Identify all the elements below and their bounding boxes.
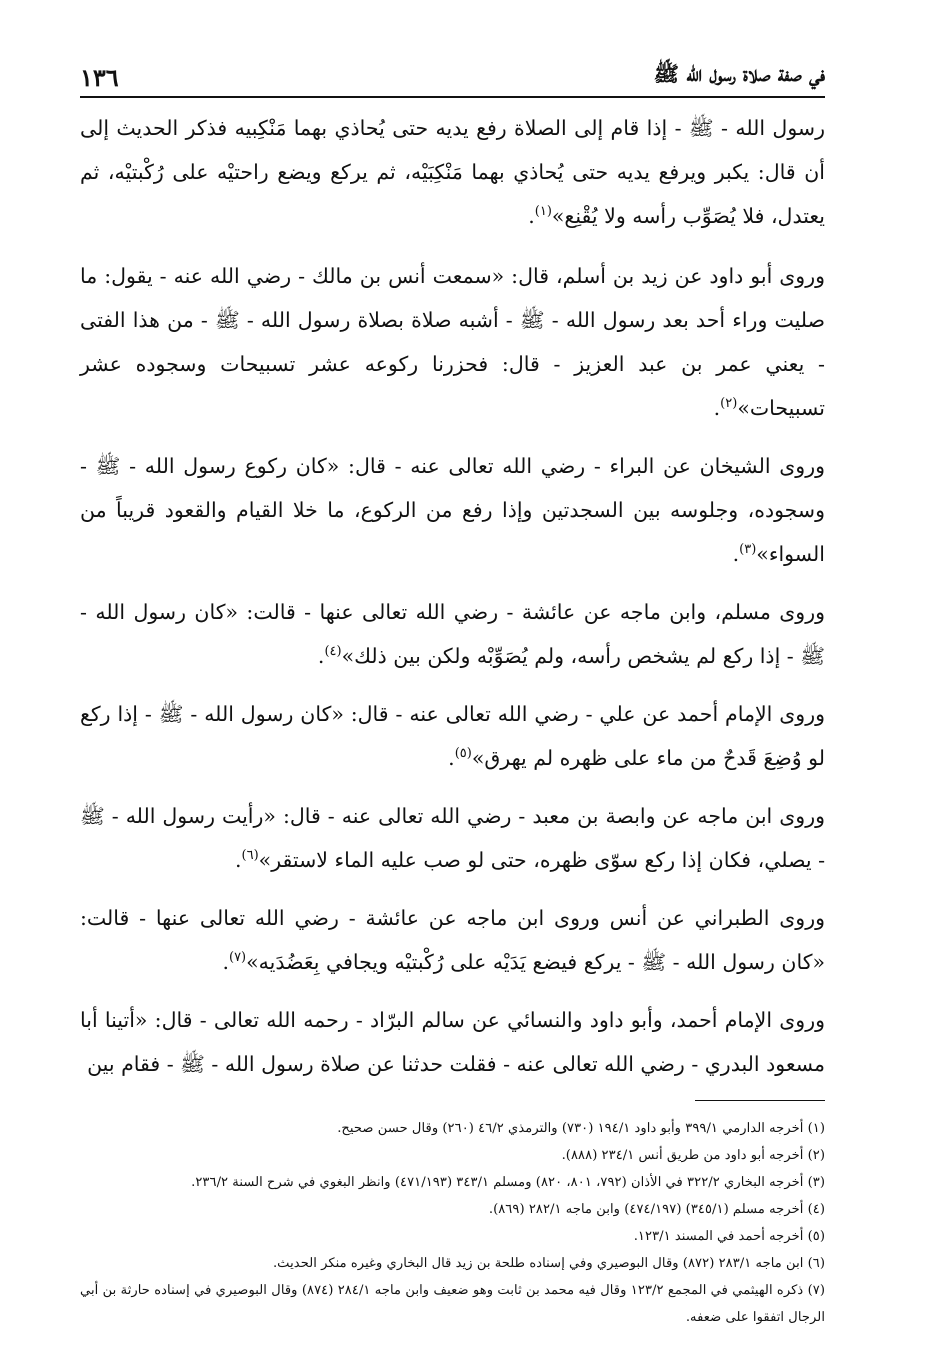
header-title: في صفة صلاة رسول الله ﷺ (653, 61, 825, 86)
paragraph-3: وروى الشيخان عن البراء - رضي الله تعالى عنه - قال: «كان ركوع رسول الله - ﷺ - وسجوده، وجلوسه بين السجدتين وإذا رفع من الركوع، ما خلا القيام والقعود قريباً من السواء»$^{(٣)}$. (80, 454, 825, 566)
footnote-ref-4: (٤) (324, 644, 342, 660)
paragraph-5-text: وروى الإمام أحمد عن علي - رضي الله تعالى عنه - قال: «كان رسول الله - ﷺ - إذا ركع لو وُضِعَ قَدحٌ من ماء على ظهره لم يهرق» (80, 702, 825, 770)
paragraph-7-text: وروى الطبراني عن أنس وروى ابن ماجه عن عائشة - رضي الله تعالى عنها - قالت: «كان رسول الله - ﷺ - يركع فيضع يَدَيْه على رُكْبتيْه ويجافي بِعَضُدَيه» (80, 906, 825, 974)
footnote-1: (١) أخرجه الدارمي ٣٩٩/١ وأبو داود ١٩٤/١ (٧٣٠) والترمذي ٤٦/٢ (٢٦٠) وقال حسن صحيح. (337, 1121, 825, 1136)
footnote-ref-2: (٢) (720, 396, 738, 412)
page-number: ١٣٦ (80, 63, 119, 92)
footnote-ref-5: (٥) (454, 746, 472, 762)
book-page (80, 58, 825, 1348)
footnote-ref-6: (٦) (241, 848, 259, 864)
footnote-ref-3: (٣) (739, 542, 757, 558)
paragraph-1-text: رسول الله - ﷺ - إذا قام إلى الصلاة رفع يديه حتى يُحاذي بهما مَنْكِبيه فذكر الحديث إلى أن قال: يكبر ويرفع يديه حتى يُحاذي بهما مَنْكِبَيْه، ثم يركع ويضع راحتيْه على رُكْبتيْه، ثم يعتدل، فلا يُصَوِّب رأسه ولا يُقْنِع» (80, 116, 825, 228)
paragraph-8 (80, 998, 825, 1086)
footnote-5: (٥) أخرجه أحمد في المسند ١٢٣/١. (633, 1229, 825, 1244)
paragraph-6-text: وروى ابن ماجه عن وابصة بن معبد - رضي الله تعالى عنه - قال: «رأيت رسول الله - ﷺ - يصلي، فكان إذا ركع سوّى ظهره، حتى لو صب عليه الماء لاستقر» (80, 804, 825, 872)
body-text (80, 106, 825, 1086)
footnote-7: (٧) ذكره الهيثمي في المجمع ١٢٣/٢ وقال فيه محمد بن ثابت وهو ضعيف وابن ماجه ٢٨٤/١ (٨٧٤) وقال البوصيري في إسناده حارثة بن أبي الرجال اتفقوا على ضعفه. (80, 1283, 825, 1325)
paragraph-7: وروى الطبراني عن أنس وروى ابن ماجه عن عائشة - رضي الله تعالى عنها - قالت: «كان رسول الله - ﷺ - يركع فيضع يَدَيْه على رُكْبتيْه ويجافي بِعَضُدَيه»$^{(٧)}$. (80, 906, 825, 974)
paragraph-1: رسول الله - ﷺ - إذا قام إلى الصلاة رفع يديه حتى يُحاذي بهما مَنْكِبيه فذكر الحديث إلى أن قال: يكبر ويرفع يديه حتى يُحاذي بهما مَنْكِبَيْه، ثم يركع ويضع راحتيْه على رُكْبتيْه، ثم يعتدل، فلا يُصَوِّب رأسه ولا يُقْنِع»$^{(١)}$. (80, 116, 825, 228)
footnote-6: (٦) ابن ماجه ٢٨٣/١ (٨٧٢) وقال البوصيري وفي إسناده طلحة بن زيد قال البخاري وغيره منكر الحديث. (272, 1256, 825, 1271)
paragraph-4: وروى مسلم، وابن ماجه عن عائشة - رضي الله تعالى عنها - قالت: «كان رسول الله - ﷺ - إذا ركع لم يشخص رأسه، ولم يُصَوِّبْه ولكن بين ذلك»$^{(٤)}$. (80, 600, 825, 668)
paragraph-2-text: وروى أبو داود عن زيد بن أسلم، قال: «سمعت أنس بن مالك - رضي الله عنه - يقول: ما صليت وراء أحد بعد رسول الله - ﷺ - أشبه صلاة بصلاة رسول الله - ﷺ - من هذا الفتى - يعني عمر بن عبد العزيز - قال: فحزرنا ركوعه عشر تسبيحات وسجوده عشر تسبيحات» (80, 264, 825, 420)
footnote-3: (٣) أخرجه البخاري ٣٢٢/٢ في الأذان (٧٩٢، ٨٠١، ٨٢٠) ومسلم ٣٤٣/١ (٤٧١/١٩٣) وانظر البغوي في شرح السنة ٢٣٦/٢. (191, 1175, 825, 1190)
paragraph-2: وروى أبو داود عن زيد بن أسلم، قال: «سمعت أنس بن مالك - رضي الله عنه - يقول: ما صليت وراء أحد بعد رسول الله - ﷺ - أشبه صلاة بصلاة رسول الله - ﷺ - من هذا الفتى - يعني عمر بن عبد العزيز - قال: فحزرنا ركوعه عشر تسبيحات وسجوده عشر تسبيحات»$^{(٢)}$. (80, 264, 825, 420)
paragraph-3-text: وروى الشيخان عن البراء - رضي الله تعالى عنه - قال: «كان ركوع رسول الله - ﷺ - وسجوده، وجلوسه بين السجدتين وإذا رفع من الركوع، ما خلا القيام والقعود قريباً من السواء» (80, 454, 825, 566)
paragraph-8-text: وروى الإمام أحمد، وأبو داود والنسائي عن سالم البرّاد - رحمه الله تعالى - قال: «أتينا أبا مسعود البدري - رضي الله تعالى عنه - فقلت حدثنا عن صلاة رسول الله - ﷺ - فقام بين (80, 1008, 825, 1076)
footnote-divider (695, 1100, 825, 1101)
running-header (80, 58, 825, 98)
footnote-ref-7: (٧) (228, 950, 247, 966)
paragraph-5: وروى الإمام أحمد عن علي - رضي الله تعالى عنه - قال: «كان رسول الله - ﷺ - إذا ركع لو وُضِعَ قَدحٌ من ماء على ظهره لم يهرق»$^{(٥)}$. (80, 702, 825, 770)
footnote-ref-1: (١) (534, 204, 552, 220)
footnotes (80, 1115, 825, 1331)
footnote-2: (٢) أخرجه أبو داود من طريق أنس ٢٣٤/١ (٨٨٨). (561, 1148, 825, 1163)
footnote-4: (٤) أخرجه مسلم (٣٤٥/١) (٤٧٤/١٩٧) وابن ماجه ٢٨٢/١ (٨٦٩). (488, 1202, 825, 1217)
paragraph-4-text: وروى مسلم، وابن ماجه عن عائشة - رضي الله تعالى عنها - قالت: «كان رسول الله - ﷺ - إذا ركع لم يشخص رأسه، ولم يُصَوِّبْه ولكن بين ذلك» (80, 600, 825, 668)
paragraph-6: وروى ابن ماجه عن وابصة بن معبد - رضي الله تعالى عنه - قال: «رأيت رسول الله - ﷺ - يصلي، فكان إذا ركع سوّى ظهره، حتى لو صب عليه الماء لاستقر»$^{(٦)}$. (80, 804, 825, 872)
